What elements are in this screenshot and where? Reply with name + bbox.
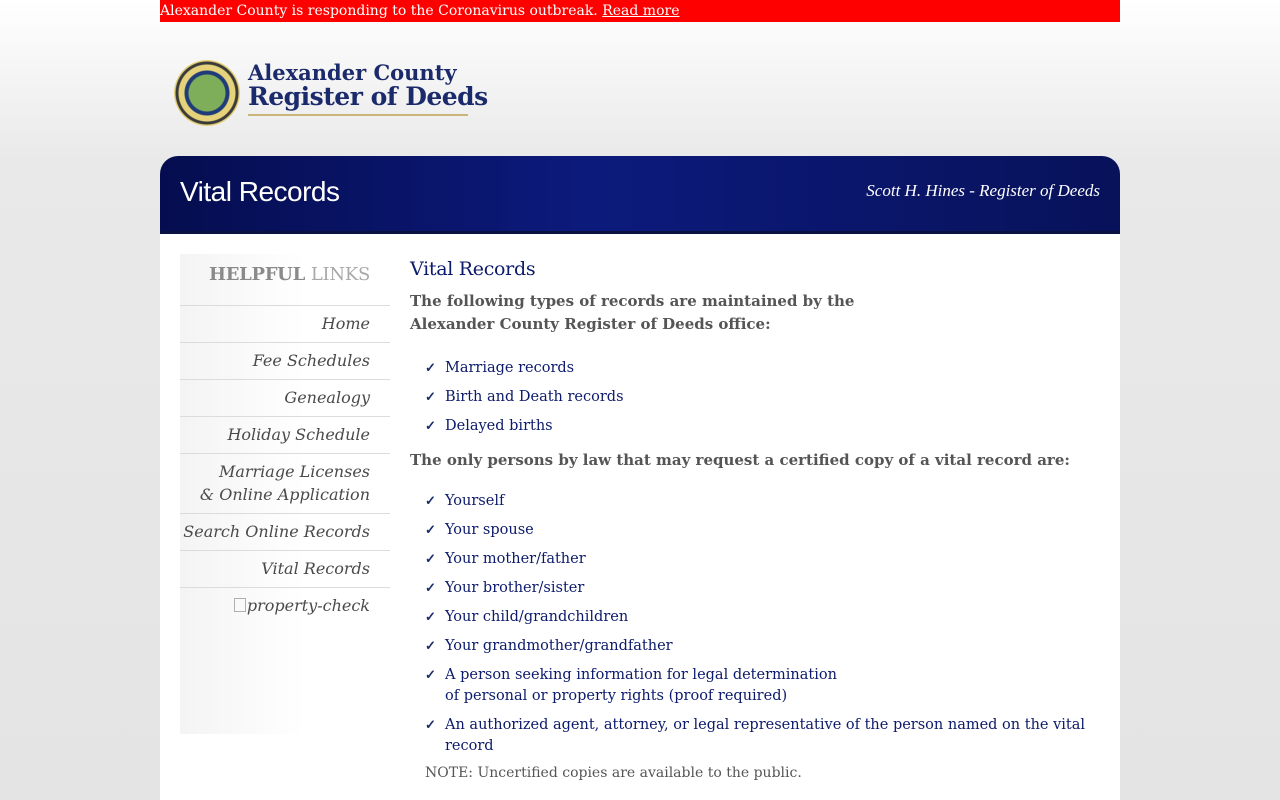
broken-image-icon	[234, 598, 246, 612]
check-icon: ✓	[425, 419, 436, 434]
list-item	[410, 607, 1100, 628]
persons-heading: The only persons by law that may request a certified copy of a vital record are:	[410, 451, 1070, 469]
check-icon: ✓	[425, 639, 436, 654]
logo-title-line1: Alexander County	[248, 60, 457, 85]
list-item-text: Your child/grandchildren	[445, 609, 629, 625]
sidebar-link-home[interactable]: Home	[321, 314, 370, 333]
sidebar-link-marriage-line1: Marriage Licenses	[218, 462, 370, 481]
list-item	[410, 636, 1100, 657]
list-item	[410, 358, 1100, 379]
sidebar-heading-light: LINKS	[310, 264, 370, 285]
record-types-list	[410, 358, 1100, 437]
sidebar-item-vital-records[interactable]	[180, 550, 390, 587]
check-icon: ✓	[425, 552, 436, 567]
sidebar-link-holiday-schedule[interactable]: Holiday Schedule	[227, 425, 370, 444]
alert-text: Alexander County is responding to the Coronavirus outbreak.	[160, 3, 598, 19]
page-title: Vital Records	[180, 176, 340, 207]
county-seal-icon	[174, 60, 240, 126]
sidebar-link-marriage-line2: & Online Application	[199, 485, 370, 504]
sidebar-link-fee-schedules[interactable]: Fee Schedules	[252, 351, 370, 370]
content-area	[160, 234, 1120, 800]
coronavirus-alert-bar	[160, 0, 1120, 22]
page-banner	[160, 156, 1120, 234]
check-icon: ✓	[425, 581, 436, 596]
check-icon: ✓	[425, 523, 436, 538]
page	[160, 0, 1120, 800]
list-item-text: Your brother/sister	[445, 580, 585, 596]
intro-text	[410, 290, 1100, 336]
check-icon: ✓	[425, 668, 436, 683]
site-logo[interactable]	[172, 58, 488, 132]
sidebar-item-property-check[interactable]	[180, 587, 390, 624]
intro-line1: The following types of records are maintained by the	[410, 292, 855, 310]
check-icon: ✓	[425, 494, 436, 509]
list-item	[410, 491, 1100, 512]
property-check-alt-text: property-check	[246, 596, 370, 615]
check-icon: ✓	[425, 718, 436, 733]
list-item	[410, 665, 1100, 707]
alert-read-more-link[interactable]: Read more	[602, 3, 680, 19]
logo-title-line2: Register of Deeds	[248, 82, 488, 111]
list-item	[410, 520, 1100, 541]
property-check-image-link[interactable]	[234, 596, 370, 615]
list-item-text: Your mother/father	[445, 551, 586, 567]
uncertified-note: NOTE: Uncertified copies are available to the public.	[425, 765, 802, 781]
list-item-text: Marriage records	[445, 360, 575, 376]
list-item-text: Yourself	[445, 493, 505, 509]
register-name: Scott H. Hines - Register of Deeds	[866, 181, 1100, 200]
check-icon: ✓	[425, 361, 436, 376]
sidebar-item-home[interactable]	[180, 305, 390, 342]
sidebar-item-holiday-schedule[interactable]	[180, 416, 390, 453]
list-item	[410, 578, 1100, 599]
sidebar-link-genealogy[interactable]: Genealogy	[284, 388, 370, 407]
sidebar-item-search-online-records[interactable]	[180, 513, 390, 550]
list-item	[410, 549, 1100, 570]
sidebar-link-vital-records[interactable]: Vital Records	[261, 559, 370, 578]
main-content	[410, 258, 1100, 781]
sidebar-heading	[209, 264, 370, 285]
list-item-text-line2: of personal or property rights (proof required)	[445, 688, 788, 704]
list-item-text: Your spouse	[445, 522, 534, 538]
sidebar-heading-bold: HELPFUL	[208, 264, 305, 285]
section-title: Vital Records	[410, 258, 536, 280]
sidebar	[180, 254, 390, 734]
sidebar-item-genealogy[interactable]	[180, 379, 390, 416]
sidebar-link-search-online-records[interactable]: Search Online Records	[183, 522, 370, 541]
check-icon: ✓	[425, 610, 436, 625]
logo-underline	[248, 114, 468, 116]
list-item-text: Your grandmother/grandfather	[445, 638, 673, 654]
check-icon: ✓	[425, 390, 436, 405]
sidebar-links	[180, 305, 390, 624]
list-item-text: An authorized agent, attorney, or legal representative of the person named on the vital record	[445, 717, 1086, 754]
sidebar-item-fee-schedules[interactable]	[180, 342, 390, 379]
list-item	[410, 387, 1100, 408]
sidebar-link-marriage-licenses[interactable]	[200, 462, 370, 504]
list-item	[410, 715, 1100, 757]
list-item-text: A person seeking information for legal determination	[445, 667, 837, 683]
list-item-text: Birth and Death records	[445, 389, 624, 405]
list-item-text: Delayed births	[445, 418, 553, 434]
list-item	[410, 416, 1100, 437]
intro-line2: Alexander County Register of Deeds office:	[410, 315, 771, 333]
eligible-persons-list	[410, 491, 1100, 757]
sidebar-item-marriage-licenses[interactable]	[180, 453, 390, 513]
